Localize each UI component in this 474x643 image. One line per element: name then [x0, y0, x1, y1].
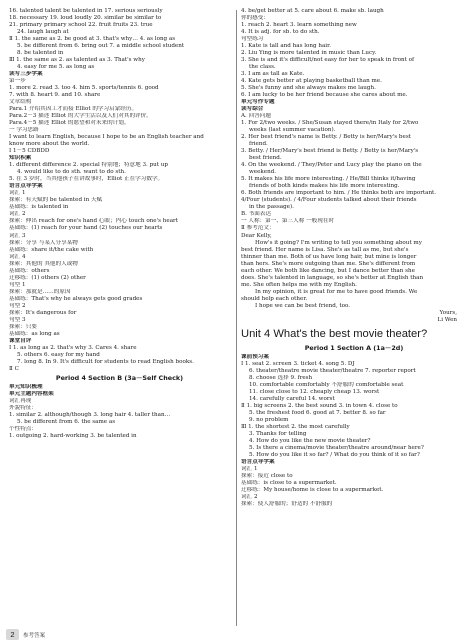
text-line: 2. Her best friend's name is Betty. / Betty is her/Mary's best [241, 134, 411, 141]
text-line: 1. different difference 2. special 特别地；特意地 3. put up [9, 162, 168, 169]
text-line: 5. 在 3 岁时，当其他孩子在讲故事时，Elliot 正在学习数学。 [9, 176, 164, 183]
text-line: 文章结构 [9, 99, 32, 106]
text-line: 5. How do you like it so far? / What do you think of it so far? [249, 451, 420, 458]
text-line: 5. She's funny and she always makes me laugh. [241, 85, 376, 92]
text-line: 句型 2 [9, 302, 26, 309]
text-line: 6. Both friends are important to him. / He thinks both are important. [241, 190, 437, 197]
text-line: 6. I am lucky to be her friend because she cares about me. [241, 92, 408, 99]
text-line: Ⅰ 1. as long as 2. that's why 3. Cares 4. share [9, 344, 137, 351]
text-line: I hope we can be best friend, too. [255, 302, 351, 309]
text-line: 1. reach 2. heart 3. learn something new [241, 22, 357, 29]
section-heading: 读写综合 [241, 106, 264, 113]
text-line: 3. Betty. / Her/Mary's best friend is Betty. / Betty is her/Mary's [241, 148, 419, 155]
text-line: 词汇 1 [9, 190, 26, 197]
text-line: 词汇 2 [9, 211, 26, 218]
text-line: 4/Four (students). / 4/Four students talked about their friends [241, 197, 417, 204]
text-line: 18. necessary 19. loud loudly 20. similar be similar to [9, 15, 162, 22]
text-line: 16. talented talent be talented in 17. serious seriously [9, 8, 163, 14]
text-line: 外貌特征： [9, 404, 37, 411]
text-line: 迁移练：(1) others (2) other [9, 274, 86, 281]
text-line: 5. be different from 6. the same as [17, 418, 116, 425]
text-line: 4. On the weekend. / They/Peter and Lucy play the piano on the [241, 162, 422, 169]
text-line: 探索：其他的 其他的人或物 [9, 260, 78, 267]
text-line: 24. laugh laugh at [17, 29, 69, 36]
text-line: best friend. [249, 155, 282, 162]
text-line: 句型 3 [9, 316, 26, 323]
text-line: 探索：有天赋的 be talented in 天赋 [9, 197, 103, 204]
text-line: 探索：It's dangerous for [9, 309, 77, 316]
text-line: friend. [249, 141, 268, 148]
text-line: 个性特点： [9, 425, 37, 432]
text-line: 1. similar 2. although/though 3. long hair 4. taller than… [9, 411, 171, 418]
text-line: the class. [249, 64, 276, 71]
text-line: A. 回答问题 [241, 113, 271, 120]
text-line: 6. theater/theatre movie theater/theatre 7. reporter report [249, 367, 416, 374]
text-line: Dear Kelly, [241, 232, 272, 239]
text-line: Ⅱ 1. big screens 2. the best sound 3. in town 4. close to [241, 402, 398, 409]
text-line: Ⅰ 1. seat 2. screen 3. ticket 4. song 5. DJ [241, 360, 355, 367]
text-line: Ⅲ 1. the shortest 2. the most carefully [241, 423, 350, 430]
unit3-answers-continued [241, 8, 467, 324]
section-heading: 语言点导学案 [9, 183, 43, 190]
text-line: B. 书面表达 [241, 211, 272, 218]
text-line: 11. close close to 12. cheaply cheap 13. worst [249, 388, 380, 395]
text-line: Li Wen [437, 316, 457, 323]
text-line: 基础练：is close to a supermarket. [241, 479, 337, 486]
text-line: than hers. She's more outgoing than me. She's different from [241, 260, 416, 267]
text-line: weeks (last summer vacation). [249, 127, 336, 134]
text-line: 词汇 2 [241, 494, 258, 501]
page-number: 2 [6, 629, 19, 640]
column-divider [236, 10, 237, 626]
text-line: Para.1 介绍其因工才而接 Elliot 的学习启蒙经历。 [9, 106, 138, 113]
text-line: 5. be different from 6. bring out 7. a middle school student [17, 43, 185, 50]
text-line: 基础练：(1) reach for your hand (2) touches our hearts [9, 225, 163, 232]
text-line: Ⅲ 1. the same as 2. as talented as 3. That's why [9, 57, 145, 64]
text-line: 探索：那就是……的原因 [9, 288, 71, 295]
text-line: 1. Kate is tall and has long hair. [241, 43, 331, 50]
text-line: 10. comfortable comfortably 不舒服的 comfortable seat [249, 381, 404, 388]
section-heading: 单元写作专题 [241, 99, 275, 106]
text-line: 3. She is and it's difficult/not easy for her to speak in front of [241, 57, 415, 64]
text-line: In my opinion, it is great for me to have good friends. We [255, 288, 418, 295]
unit4-answers [241, 354, 467, 508]
text-line: 14. carefully careful 14. worst [249, 395, 335, 402]
text-line: 基础练：as long as [9, 330, 60, 337]
text-line: thinner than me. Both of us have long hair, but mine is longer [241, 253, 417, 260]
text-line: 8. be talented in [17, 50, 64, 57]
text-line: 词汇 3 [9, 232, 26, 239]
text-line: weekend. [249, 169, 277, 176]
section-heading: 读写三步学案 [9, 71, 43, 78]
text-line: 探索：只要 [9, 323, 37, 330]
section-heading: 知识积累 [9, 155, 32, 162]
text-line: me. She often helps me with my English. [241, 281, 357, 288]
text-line: 探索：接近 close to [241, 472, 293, 479]
page-footer [6, 629, 45, 640]
text-line: 3. I am as tall as Kate. [241, 71, 305, 78]
text-line: 词汇 4 [9, 253, 26, 260]
right-column [241, 8, 467, 508]
text-line: 探索：使人舒服的；舒适的 不舒服的 [241, 501, 333, 508]
text-line: 4. It is adj. for sb. to do sth. [241, 29, 320, 36]
text-line: 2. Liu Ying is more talented in music than Lucy. [241, 50, 377, 57]
text-line: 基础练：is talented in [9, 204, 69, 211]
text-line: 词汇再现 [9, 397, 32, 404]
text-line: 3. Thanks for telling [249, 430, 307, 437]
text-line: 21. primary primary school 22. fruit fruits 23. true [9, 22, 153, 29]
text-line: 迁移练：My house/home is close to a supermarket. [241, 487, 384, 493]
text-line: should help each other. [241, 295, 308, 302]
text-line: 8. choose 选择 9. fresh [249, 374, 313, 381]
text-line: 探索：伸出 reach for one's hand 心眼；内心 touch one's heart [9, 218, 178, 225]
text-line: 一 人称：第一、第三人称 一般现在时 [241, 218, 335, 225]
text-line: 一 学习思路 [9, 127, 39, 134]
text-line: Ⅱ 参考范文： [241, 225, 275, 232]
section-heading: 语言点导学案 [241, 458, 275, 465]
text-line: Ⅱ C [9, 365, 19, 372]
text-line: 4. Kate gets better at playing basketball than me. [241, 78, 382, 85]
section-heading: Period 4 Section B (3a－Self Check) [55, 373, 184, 382]
text-line: Ⅱ 1. the same as 2. be good at 3. that's why… 4. as long as [9, 36, 176, 43]
text-line: 1. more 2. read 3. too 4. him 5. sports/tennis 6. good [9, 85, 159, 92]
section-heading: 单元知识梳理 [9, 383, 43, 390]
text-line: 4. be/get better at 5. care about 6. make sb. laugh [241, 8, 384, 14]
text-line: Yours, [439, 309, 457, 316]
text-line: Para.2－3 描述 Elliot 的大学生活以及人们对其的评价。 [9, 113, 152, 120]
unit-title: Unit 4 What's the best movie theater? [241, 327, 428, 340]
text-line: 1. For 2/two weeks. / She/Susan stayed there/in Italy for 2/two [241, 120, 419, 127]
text-line: best friend. Her name is Lisa. She's as tall as me, but she's [241, 246, 409, 253]
section-heading: 单元主题内容框架 [9, 390, 54, 397]
text-line: 词汇 1 [241, 465, 258, 472]
text-line: 4. How do you like the new movie theater? [249, 437, 371, 444]
text-line: Ⅰ 1－5 CDBDD [9, 148, 50, 155]
text-line: 5. the freshest food 6. good at 7. better 8. so far [249, 409, 386, 416]
text-line: 4. would like to do sth. want to do sth. [17, 169, 126, 176]
text-line: Para.4－5 描述 Elliot 的愿望和对未来的计划。 [9, 120, 130, 127]
text-line: 基础练：That's why he always gets good grades [9, 295, 143, 302]
text-line: 你的感受： [241, 15, 269, 22]
text-line: 句型练习 [241, 36, 264, 43]
text-line: 基础练：others [9, 267, 50, 274]
text-line: 5. It makes his life more interesting. / He/Bill thinks it/having [241, 176, 416, 183]
text-line: 探索：分享 与某人分享某物 [9, 239, 78, 246]
text-line: 句型 1 [9, 281, 26, 288]
text-line: 7. with 8. heart 9. and 10. share [9, 92, 101, 99]
text-line: 5. others 6. easy for my hand [17, 351, 100, 358]
text-line: 1. outgoing 2. hard-working 3. be talented in [9, 432, 137, 439]
section-heading: 课前预习案 [241, 353, 269, 360]
text-line: 7. long 8. In 9. It's difficult for students to read English books. [17, 358, 194, 365]
left-column [9, 8, 230, 440]
text-line: 4. easy for me 5. as long as [17, 64, 95, 71]
text-line: 基础练：share it/the cake with [9, 246, 94, 253]
text-line: 第一步 [9, 78, 26, 85]
text-line: friends of both kinds makes his life more interesting. [249, 183, 400, 190]
text-line: each other. We both like dancing, but I dance better than she [241, 267, 415, 274]
text-line: know more about the world. [9, 141, 90, 148]
text-line: I want to learn English, because I hope to be an English teacher and [9, 134, 204, 141]
text-line: does. She's talented in language, so she's better at English than [241, 274, 424, 281]
text-line: 9. no problem [249, 416, 289, 423]
text-line: in the passage). [249, 204, 294, 211]
text-line: 5. Is there a cinema/movie theater/theatre around/near here? [249, 444, 424, 451]
text-line: How's it going? I'm writing to tell you something about my [255, 239, 422, 246]
footer-label: 参考答案 [23, 632, 46, 639]
period-title: Period 1 Section A (1a－2d) [304, 343, 404, 352]
section-heading: 课堂自评 [9, 337, 32, 344]
